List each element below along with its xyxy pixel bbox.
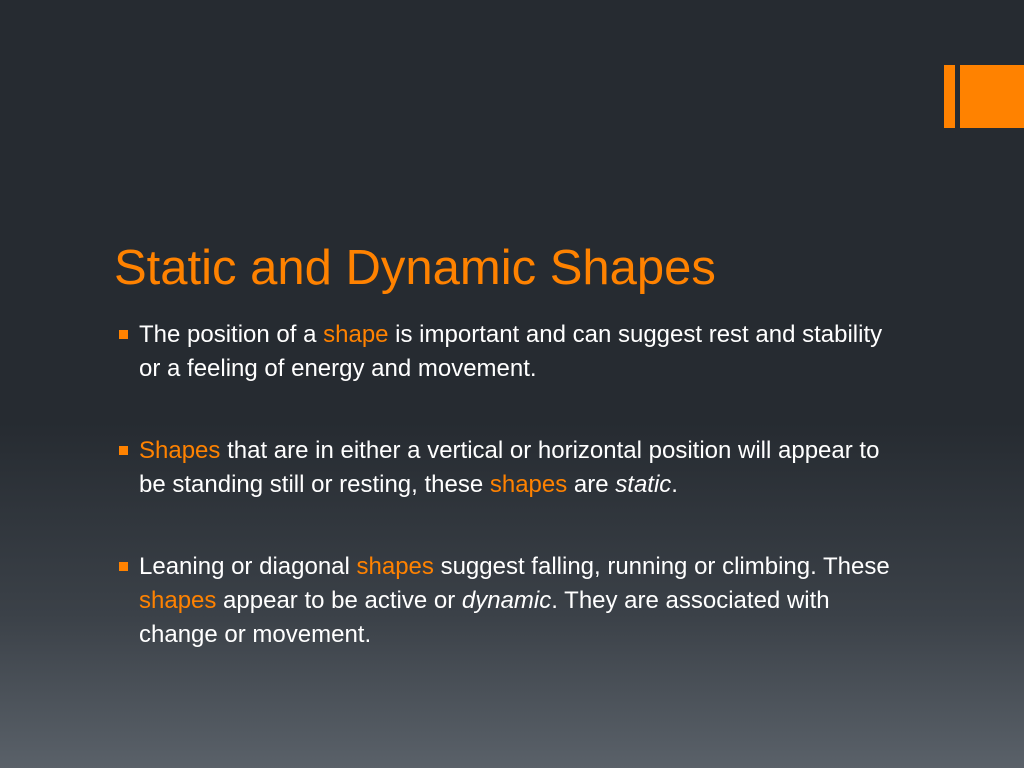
highlighted-term: shapes [356,553,434,580]
square-bullet-icon [119,562,128,571]
text-segment: is important and can suggest rest and stability or a feeling of energy and movement. [139,321,883,382]
accent-bar-block [960,65,1024,128]
text-segment: . They are associated with change or movement. [139,587,830,648]
bullet-item [114,550,904,652]
slide-title: Static and Dynamic Shapes [114,241,716,295]
text-segment: suggest falling, running or climbing. These [433,553,890,580]
italic-term: static [615,471,672,498]
square-bullet-icon [119,446,128,455]
text-segment: Leaning or diagonal [139,553,357,580]
text-segment: The position of a [139,321,324,348]
italic-term: dynamic [461,587,552,614]
bullet-text [139,321,882,382]
square-bullet-icon [119,330,128,339]
text-segment: appear to be active or [216,587,462,614]
highlighted-term: shapes [489,471,568,498]
accent-bar-thin [944,65,955,128]
highlighted-term: Shapes [139,437,221,464]
bullet-item [114,318,904,386]
text-segment: that are in either a vertical or horizontal position will appear to be standing still or resting, these [139,437,880,498]
highlighted-term: shapes [139,587,217,614]
bullet-list [114,318,904,700]
text-segment: are [567,471,616,498]
bullet-item [114,434,904,502]
highlighted-term: shape [323,321,389,348]
text-segment: . [671,471,678,498]
bullet-text [139,437,879,498]
bullet-text [139,553,890,648]
